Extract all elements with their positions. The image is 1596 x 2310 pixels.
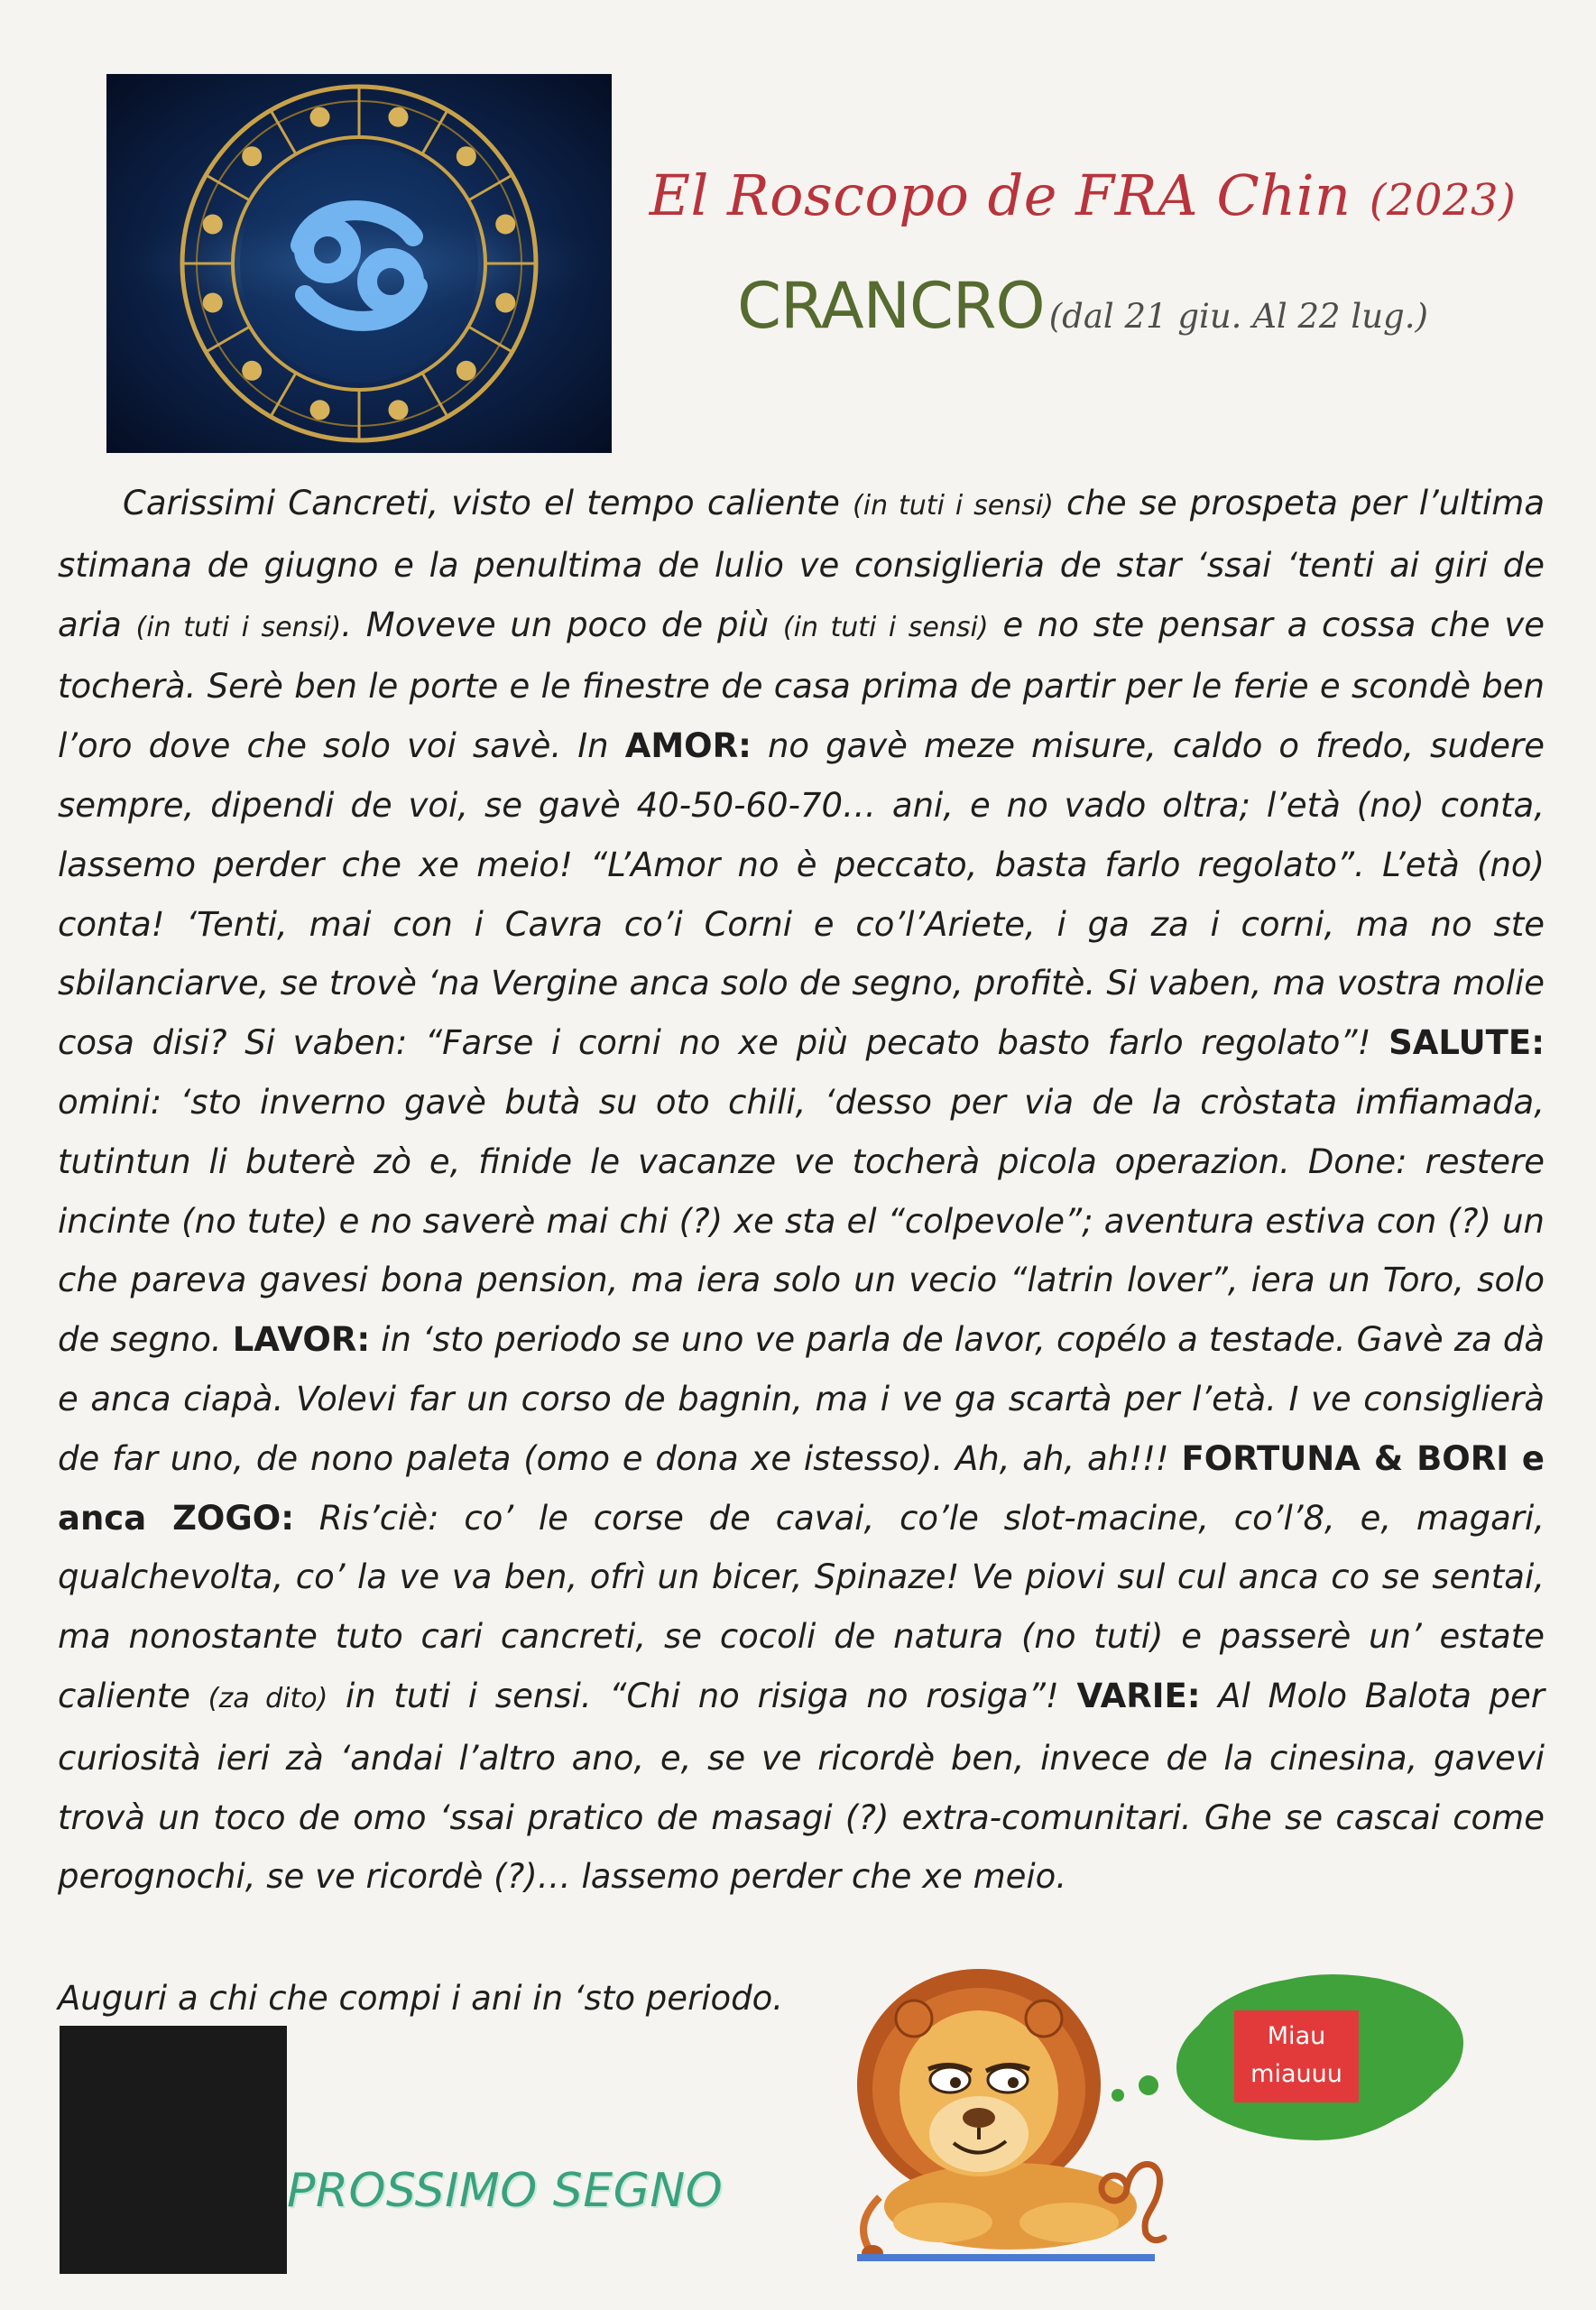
text-run: Carissimi Cancreti, visto el tempo caliente: [123, 484, 853, 522]
section-label-fortuna: FORTUNA & BORI e anca ZOGO:: [58, 1438, 1545, 1538]
horoscope-paragraph: [58, 474, 1545, 1907]
text-run: . Moveve un poco de più: [341, 605, 783, 644]
section-label-lavor: LAVOR:: [232, 1320, 371, 1360]
redacted-image: [60, 2026, 287, 2274]
bubble-line-1: Miau: [1267, 2022, 1326, 2050]
section-label-amor: AMOR:: [624, 726, 752, 766]
text-note: (za dito): [208, 1682, 328, 1714]
lion-cartoon-icon: [844, 1963, 1173, 2265]
text-run: no gavè meze misure, caldo o fredo, sudere sempre, dipendi de voi, se gavè 40-50-60-70… ani, e no vado oltra; l’età (no) conta, lassemo perder che xe meio! “L’Amor no è peccato, basta farlo regolato”. L’età (no) conta! ‘Tenti, mai con i Cavra co’i Corni e co’l’Ariete, i ga za i corni, ma no ste sbilanciarve, se trovè ‘na Vergine anca solo de segno, profitè. Si vaben, ma vostra molie cosa disi? Si vaben: “Farse i corni no xe più pecato basto farlo regolato”!: [58, 726, 1545, 1063]
horoscope-body: [58, 474, 1545, 1907]
text-run: omini: ‘sto inverno gavè butà su oto chili, ‘desso per via de la cròstata imfiamada, tutintun li buterè zò e, finide le vacanze ve tocherà picola operazion. Done: restere incinte (no tute) e no saverè mai chi (?) xe sta el “colpevole”; aventura estiva con (?) un che pareva gavesi bona pension, ma iera solo un vecio “latrin lover”, iera un Toro, solo de segno.: [58, 1082, 1545, 1360]
page-title: [632, 162, 1534, 228]
text-note: (in tuti i sensi): [782, 611, 989, 643]
zodiac-sign-glyph-icon: [457, 361, 476, 381]
text-run: e no ste pensar a cossa che ve tocherà. Serè ben le porte e le finestre de casa prima de partir per le ferie e scondè ben l’oro dove che solo voi savè. In: [58, 605, 1545, 766]
title-year: (2023): [1369, 175, 1517, 226]
zodiac-sign-glyph-icon: [242, 146, 262, 166]
title-text: El Roscopo de FRA Chin: [649, 162, 1352, 228]
next-sign-label: PROSSIMO SEGNO: [287, 2164, 724, 2218]
thought-bubble-text: [1234, 2010, 1359, 2102]
text-run: che se prospeta per l’ultima stimana de giugno e la penultima de lulio ve consiglieria de star ‘ssai ‘tenti ai giri de aria: [58, 484, 1545, 644]
zodiac-sign-glyph-icon: [242, 361, 262, 381]
text-run: Al Molo Balota per curiosità ieri zà ‘andai l’altro ano, e, se ve ricordè ben, invece de la cinesina, gavevi trovà un toco de omo ‘ssai pratico de masagi (?) extra-comunitari. Ghe se cascai come perognochi, se ve ricordè (?)… lassemo perder che xe meio.: [58, 1676, 1545, 1897]
zodiac-wheel-image: [106, 74, 612, 453]
bubble-line-2: miauuu: [1250, 2060, 1342, 2088]
zodiac-sign-glyph-icon: [495, 215, 515, 235]
sign-dates: (dal 21 giu. Al 22 lug.): [1048, 297, 1428, 336]
sign-heading: [632, 269, 1534, 343]
zodiac-sign-glyph-icon: [388, 107, 408, 127]
text-note: (in tuti i sensi): [853, 490, 1054, 522]
lion-image-caption-bar: [857, 2254, 1155, 2261]
zodiac-sign-glyph-icon: [457, 146, 476, 166]
zodiac-sign-glyph-icon: [310, 107, 330, 127]
closing-line: Auguri a chi che compi i ani in ‘sto periodo.: [58, 1979, 783, 2018]
thought-bubble-dot: [1112, 2089, 1124, 2102]
sign-name: CRANCRO: [737, 269, 1045, 343]
zodiac-wheel-icon: [106, 74, 612, 453]
text-run: Ris’ciè: co’ le corse de cavai, co’le slot-macine, co’l’8, e, magari, qualchevolta, co’ la ve va ben, ofrì un bicer, Spinaze! Ve piovi sul cul anca co se sentai, ma nonostante tuto cari cancreti, se cocoli de natura (no tuti) e passerè un’ estate caliente: [58, 1498, 1545, 1715]
zodiac-sign-glyph-icon: [388, 400, 408, 420]
text-run: in ‘sto periodo se uno ve parla de lavor, copélo a testade. Gavè za dà e anca ciapà. Volevi far un corso de bagnin, ma i ve ga scartà per l’età. I ve consiglierà de far uno, de nono paleta (omo e dona xe istesso). Ah, ah, ah!!!: [58, 1320, 1545, 1478]
text-note: (in tuti i sensi): [135, 611, 342, 643]
zodiac-sign-glyph-icon: [203, 215, 223, 235]
section-label-varie: VARIE:: [1076, 1676, 1201, 1715]
zodiac-sign-glyph-icon: [310, 400, 330, 420]
thought-bubble-dot: [1139, 2075, 1158, 2095]
zodiac-sign-glyph-icon: [203, 292, 223, 312]
text-run: in tuti i sensi. “Chi no risiga no rosiga”!: [328, 1676, 1077, 1715]
zodiac-sign-glyph-icon: [495, 292, 515, 312]
section-label-salute: SALUTE:: [1388, 1023, 1545, 1063]
